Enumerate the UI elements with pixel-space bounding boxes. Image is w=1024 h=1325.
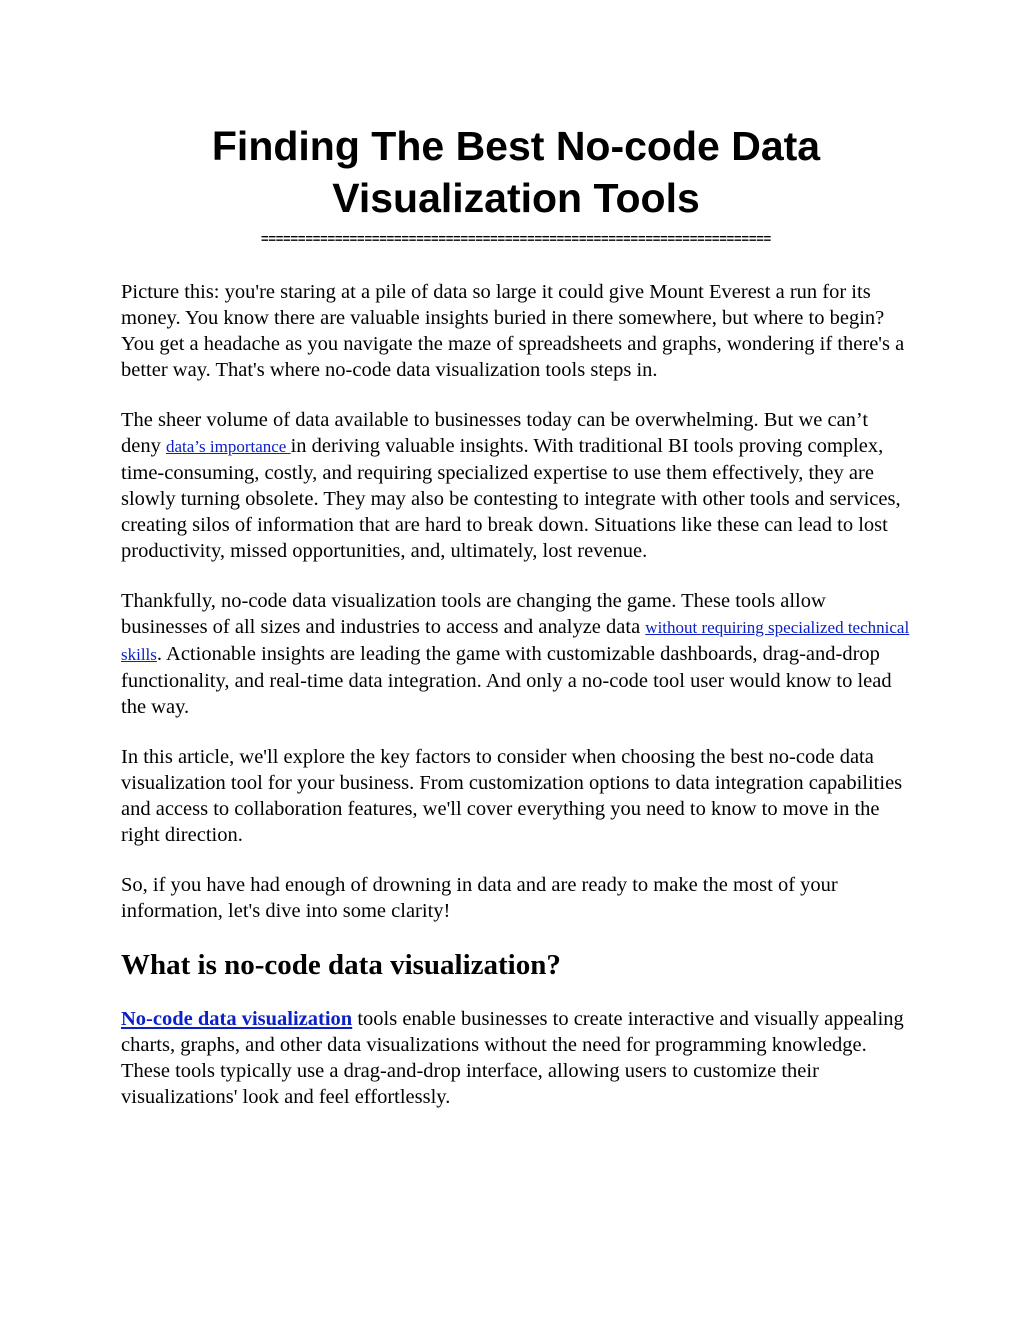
paragraph-thankfully bbox=[121, 588, 911, 720]
title-rule: ===================================================================== bbox=[260, 232, 772, 246]
paragraph-dive-in: So, if you have had enough of drowning in data and are ready to make the most of your information, let's dive into some clarity! bbox=[121, 874, 838, 922]
section-heading: What is no-code data visualization? bbox=[121, 949, 561, 981]
paragraph-article-overview: In this article, we'll explore the key factors to consider when choosing the best no-code data visualization tool for your business. From customization options to data integration capabilities and access to collaboration features, we'll cover everything you need to know to move in the right direction. bbox=[121, 746, 903, 846]
paragraph-text: Thankfully, no-code data visualization tools are changing the game. These tools allow businesses of all sizes and industries to access and analyze data bbox=[121, 590, 826, 638]
paragraph-intro: Picture this: you're staring at a pile of data so large it could give Mount Everest a run for its money. You know there are valuable insights buried in there somewhere, but where to begin? You get a headache as you navigate the maze of spreadsheets and graphs, wondering if there's a better way. That's where no-code data visualization tools steps in. bbox=[121, 281, 905, 381]
paragraph-data-volume bbox=[121, 407, 911, 564]
link-no-code-data-visualization[interactable]: No-code data visualization bbox=[121, 1008, 353, 1030]
paragraph-text: The sheer volume of data available to businesses today can be overwhelming. But we can’t deny bbox=[121, 409, 869, 457]
link-data-importance[interactable]: data’s importance bbox=[165, 437, 291, 456]
paragraph-text: tools enable businesses to create interactive and visually appealing charts, graphs, and other data visualizations without the need for programming knowledge. These tools typically use a drag-and-drop interface, allowing users to customize their visualizations' look and feel effortlessly. bbox=[121, 1008, 904, 1108]
document-page bbox=[121, 120, 911, 1110]
paragraph-definition bbox=[121, 1006, 911, 1110]
paragraph-text: . Actionable insights are leading the game with customizable dashboards, drag-and-drop functionality, and real-time data integration. And only a no-code tool user would know to lead the way. bbox=[121, 643, 892, 718]
page-title: Finding The Best No-code Data Visualization Tools bbox=[211, 123, 821, 221]
link-without-requiring-skills[interactable]: without requiring specialized technical skills bbox=[121, 618, 910, 664]
paragraph-text: in deriving valuable insights. With traditional BI tools proving complex, time-consuming, costly, and requiring specialized expertise to use them effectively, they are slowly turning obsolete. They may also be contesting to integrate with other tools and services, creating silos of information that are hard to break down. Situations like these can lead to lost productivity, missed opportunities, and, ultimately, lost revenue. bbox=[121, 435, 901, 562]
